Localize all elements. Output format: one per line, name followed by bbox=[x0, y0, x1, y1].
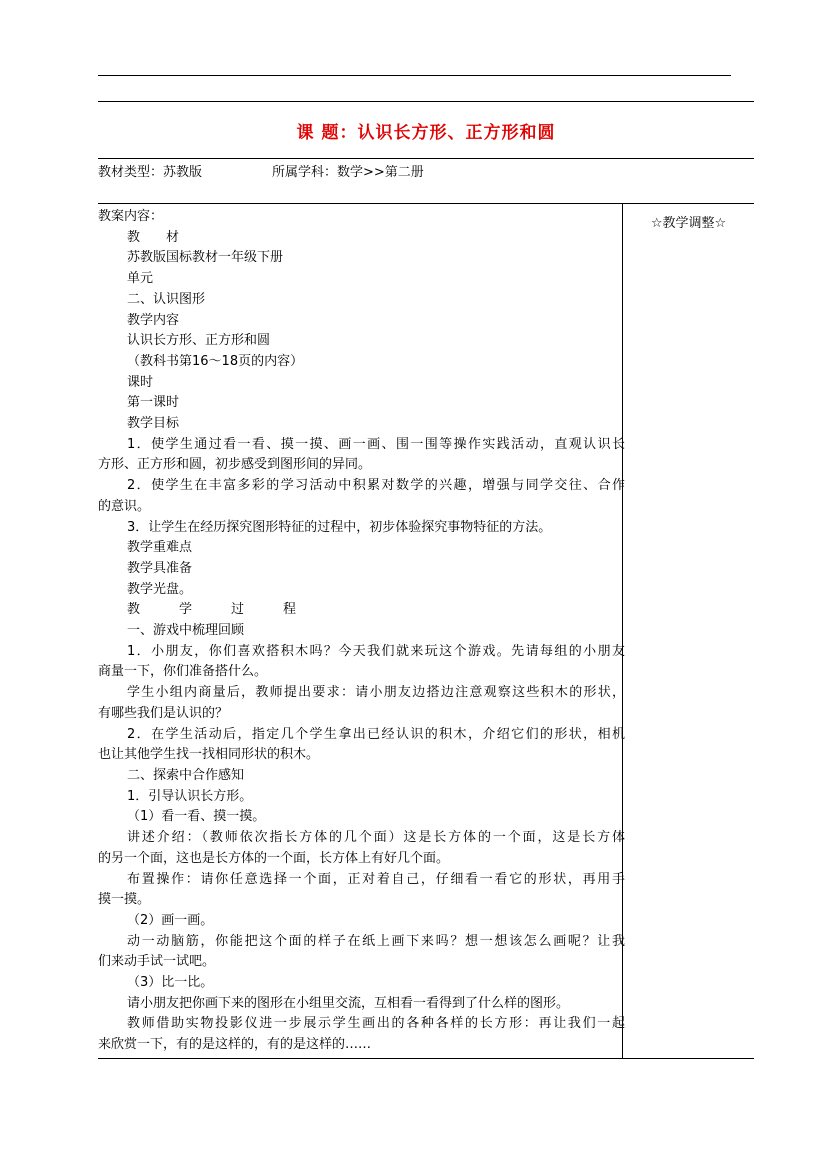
content-line: 3．让学生在经历探究图形特征的过程中，初步体验探究事物特征的方法。 bbox=[127, 519, 552, 535]
content-line: （3）比一比。 bbox=[127, 975, 214, 991]
content-line: 摸一摸。 bbox=[98, 892, 151, 908]
content-line: 教学目标 bbox=[127, 416, 180, 432]
content-line: 有哪些我们是认识的？ bbox=[98, 705, 229, 721]
top-rule bbox=[98, 75, 731, 76]
content-line: 一、游戏中梳理回顾 bbox=[127, 623, 245, 639]
content-line: 1．小朋友，你们喜欢搭积木吗？今天我们就来玩这个游戏。先请每组的小朋友 bbox=[127, 643, 625, 659]
subject-label: 所属学科：数学>>第二册 bbox=[272, 165, 424, 180]
content-line: 教学具准备 bbox=[127, 560, 193, 576]
content-line: 布置操作：请你任意选择一个面，正对着自己，仔细看一看它的形状，再用手 bbox=[127, 871, 625, 887]
content-line: （教科书第16～18页的内容） bbox=[127, 353, 304, 369]
content-line: 来欣赏一下，有的是这样的，有的是这样的…… bbox=[98, 1037, 372, 1053]
material-type: 教材类型：苏教版 bbox=[98, 165, 203, 180]
content-line: 2．在学生活动后，指定几个学生拿出已经认识的积木，介绍它们的形状，相机 bbox=[127, 726, 625, 742]
content-line: 苏教版国标教材一年级下册 bbox=[127, 250, 284, 266]
content-line: 认识长方形、正方形和圆 bbox=[127, 333, 271, 349]
content-line: （2）画一画。 bbox=[127, 912, 214, 928]
content-line: 1．使学生通过看一看、摸一摸、画一画、围一围等操作实践活动，直观认识长 bbox=[127, 436, 625, 452]
content-line: 二、认识图形 bbox=[127, 291, 206, 307]
content-line: 学生小组内商量后，教师提出要求：请小朋友边搭边注意观察这些积木的形状， bbox=[127, 685, 625, 701]
title-rule bbox=[98, 158, 754, 159]
teaching-adjustment-heading: ☆教学调整☆ bbox=[650, 216, 727, 231]
lesson-content bbox=[98, 207, 625, 1056]
content-line: 教 学 过 程 bbox=[127, 602, 297, 618]
content-line: 讲述介绍：（教师依次指长方体的几个面）这是长方体的一个面，这是长方体 bbox=[127, 830, 625, 846]
content-line: 商量一下，你们准备搭什么。 bbox=[98, 664, 268, 680]
header-rule bbox=[98, 101, 754, 102]
content-line: 们来动手试一试吧。 bbox=[98, 954, 216, 970]
lesson-table bbox=[98, 203, 754, 1059]
page-title: 课 题：认识长方形、正方形和圆 bbox=[296, 123, 556, 143]
content-line: 单元 bbox=[127, 271, 154, 287]
content-line: （1）看一看、摸一摸。 bbox=[127, 809, 266, 825]
content-line: 教学内容 bbox=[127, 312, 180, 328]
content-line: 请小朋友把你画下来的图形在小组里交流，互相看一看得到了什么样的图形。 bbox=[127, 995, 570, 1011]
content-line: 的意识。 bbox=[98, 498, 151, 514]
content-line: 方形、正方形和圆，初步感受到图形间的异同。 bbox=[98, 457, 372, 473]
content-line: 教 材 bbox=[127, 229, 180, 245]
content-line: 教学重难点 bbox=[127, 540, 193, 556]
content-line: 教案内容： bbox=[98, 209, 164, 224]
content-line: 二、探索中合作感知 bbox=[127, 767, 245, 783]
content-line: 也让其他学生找一找相同形状的积木。 bbox=[98, 747, 320, 763]
content-line: 课时 bbox=[127, 374, 154, 390]
content-line: 动一动脑筋，你能把这个面的样子在纸上画下来吗？想一想该怎么画呢？让我 bbox=[127, 933, 625, 949]
content-line: 第一课时 bbox=[127, 395, 180, 411]
content-line: 教师借助实物投影仪进一步展示学生画出的各种各样的长方形：再让我们一起 bbox=[127, 1016, 625, 1032]
content-line: 教学光盘。 bbox=[127, 581, 193, 597]
content-line: 1．引导认识长方形。 bbox=[127, 788, 253, 804]
content-line: 的另一个面，这也是长方体的一个面，长方体上有好几个面。 bbox=[98, 850, 450, 866]
content-line: 2．使学生在丰富多彩的学习活动中积累对数学的兴趣，增强与同学交往、合作 bbox=[127, 478, 625, 494]
